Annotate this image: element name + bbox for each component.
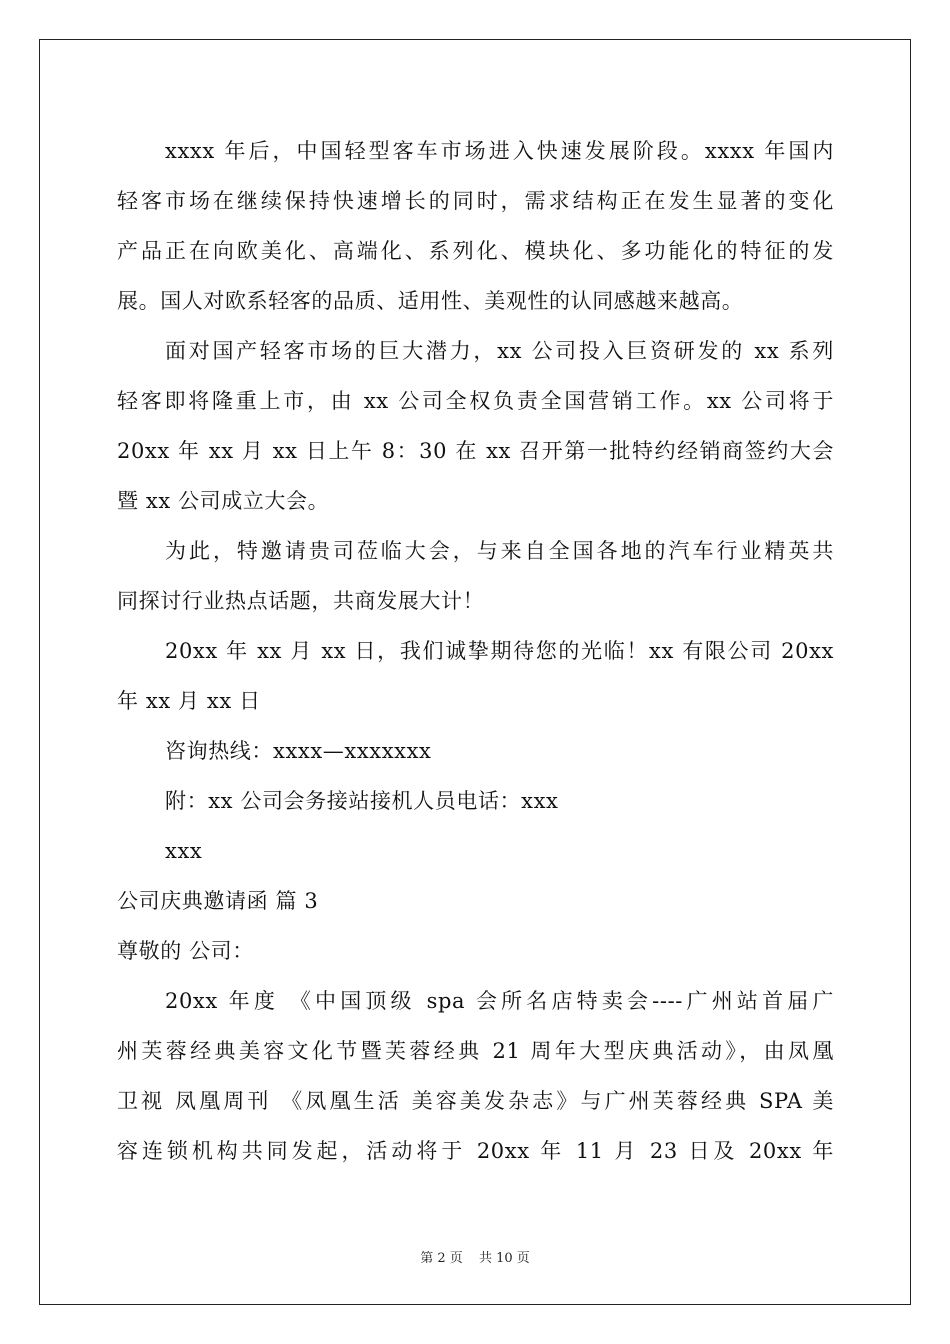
section-heading: 公司庆典邀请函 篇 3 bbox=[117, 889, 319, 913]
paragraph-line: 展。国人对欧系轻客的品质、适用性、美观性的认同感越来越高。 bbox=[117, 289, 744, 313]
paragraph-line: 20xx 年 xx 月 xx 日上午 8：30 在 xx 召开第一批特约经销商签约大会 bbox=[117, 439, 834, 463]
paragraph-line: 产品正在向欧美化、高端化、系列化、模块化、多功能化的特征的发 bbox=[117, 239, 834, 263]
paragraph-line: 轻客即将隆重上市，由 xx 公司全权负责全国营销工作。xx 公司将于 bbox=[117, 389, 834, 413]
paragraph-line: 同探讨行业热点话题，共商发展大计！ bbox=[117, 589, 485, 613]
paragraph-line: 20xx 年 xx 月 xx 日，我们诚挚期待您的光临！xx 有限公司 20xx bbox=[165, 639, 834, 663]
paragraph-line: 20xx 年度 《中国顶级 spa 会所名店特卖会----广州站首届广 bbox=[165, 989, 834, 1013]
salutation: 尊敬的 公司： bbox=[117, 939, 254, 963]
contact-note-line: 附：xx 公司会务接站接机人员电话：xxx bbox=[165, 789, 559, 813]
document-body bbox=[117, 126, 834, 1176]
paragraph-line: 为此，特邀请贵司莅临大会，与来自全国各地的汽车行业精英共 bbox=[165, 539, 834, 563]
paragraph-line: xxxx 年后，中国轻型客车市场进入快速发展阶段。xxxx 年国内 bbox=[165, 139, 834, 163]
paragraph-line: xxx bbox=[165, 839, 203, 863]
paragraph-line: 年 xx 月 xx 日 bbox=[117, 689, 261, 713]
paragraph-line: 暨 xx 公司成立大会。 bbox=[117, 489, 330, 513]
paragraph-line: 轻客市场在继续保持快速增长的同时，需求结构正在发生显著的变化 bbox=[117, 189, 834, 213]
hotline-line: 咨询热线：xxxx—xxxxxxx bbox=[165, 739, 432, 763]
page-total: 共 10 页 bbox=[478, 1251, 530, 1266]
paragraph-line: 州芙蓉经典美容文化节暨芙蓉经典 21 周年大型庆典活动》，由凤凰 bbox=[117, 1039, 834, 1063]
paragraph-line: 容连锁机构共同发起，活动将于 20xx 年 11 月 23 日及 20xx 年 bbox=[117, 1139, 834, 1163]
page-footer bbox=[0, 1247, 950, 1266]
paragraph-line: 面对国产轻客市场的巨大潜力，xx 公司投入巨资研发的 xx 系列 bbox=[165, 339, 834, 363]
page-number: 第 2 页 bbox=[420, 1251, 463, 1266]
paragraph-line: 卫视 凤凰周刊 《凤凰生活 美容美发杂志》与广州芙蓉经典 SPA 美 bbox=[117, 1089, 834, 1113]
